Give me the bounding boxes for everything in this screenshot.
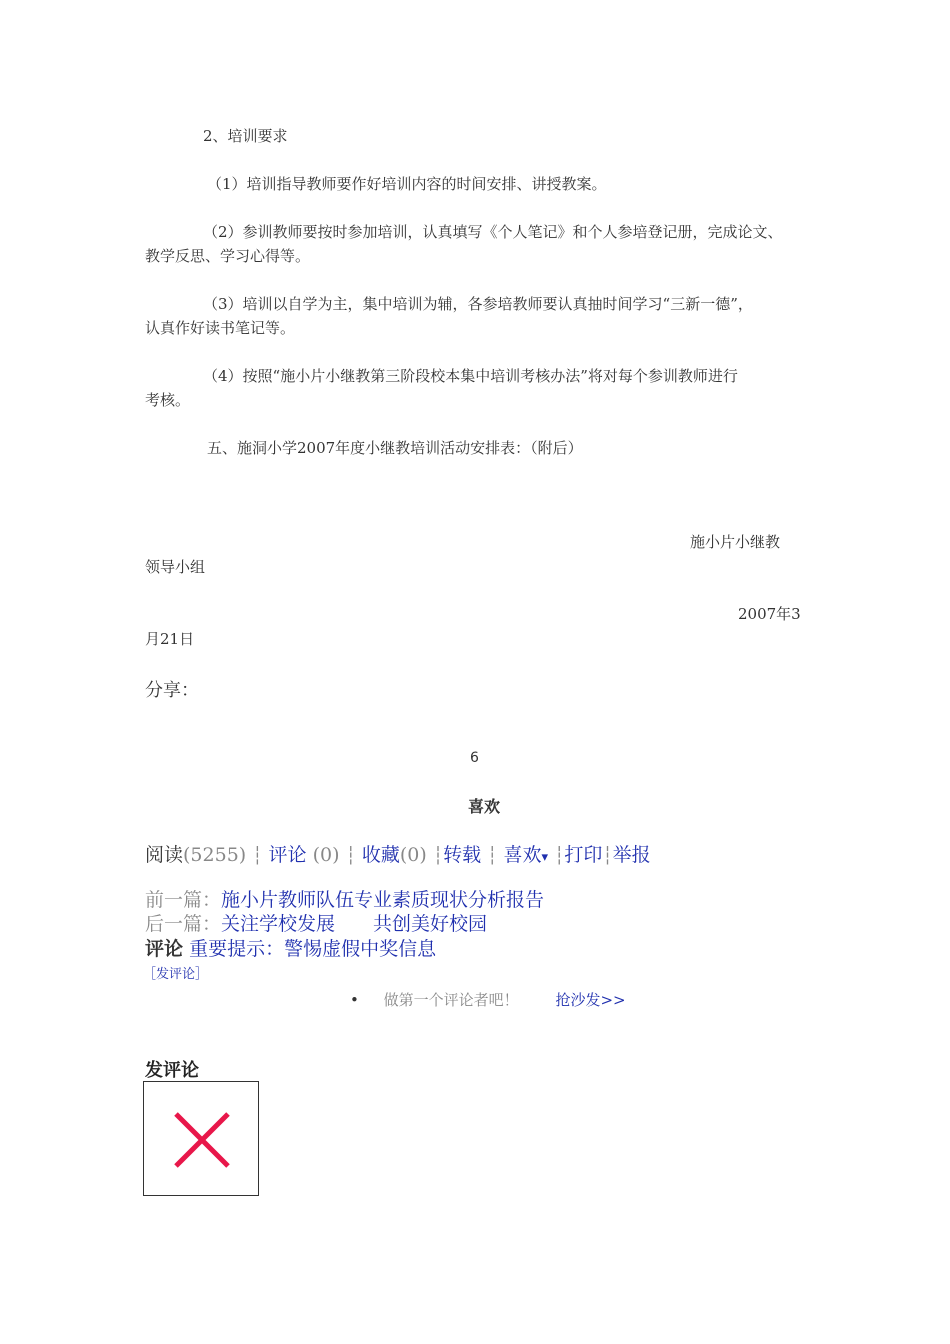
post-comment-link[interactable]: ［发评论］ [143, 967, 209, 982]
separator: ┆ [252, 846, 263, 866]
separator: ┆ [432, 846, 444, 866]
requirement-4-line-1: （4）按照“施小片小继教第三阶段校本集中培训考核办法”将对每个参训教师进行 [203, 367, 738, 385]
like-count: 6 [470, 750, 479, 766]
like-dropdown-label: 喜欢 [503, 844, 542, 866]
favorite-count: (0) [399, 844, 427, 866]
separator: ┆ [602, 846, 613, 866]
broken-image [143, 1081, 259, 1196]
requirement-1: （1）培训指导教师要作好培训内容的时间安排、讲授教案。 [207, 175, 607, 193]
signature-line-1: 施小片小继教 [690, 533, 781, 551]
empty-comments-text: 做第一个评论者吧！ [383, 991, 519, 1009]
prev-label: 前一篇： [145, 889, 222, 911]
separator: ┆ [487, 846, 498, 866]
requirement-3-line-1: （3）培训以自学为主，集中培训为辅，各参培教师要认真抽时间学习“三新一德”， [203, 295, 753, 313]
comments-header [145, 934, 436, 961]
share-label: 分享： [145, 680, 199, 701]
requirement-4-line-2: 考核。 [145, 391, 191, 409]
repost-link[interactable]: 转载 [443, 844, 482, 866]
requirement-2-line-1: （2）参训教师要按时参加培训，认真填写《个人笔记》和个人参培登记册，完成论文、 [203, 223, 783, 241]
chevron-down-icon: ▾ [541, 850, 549, 865]
comment-count: (0) [312, 844, 340, 866]
comment-form-title: 发评论 [145, 1060, 199, 1081]
read-count: (5255) [183, 844, 247, 866]
empty-comments-item [350, 989, 626, 1010]
section-5-schedule: 五、施洞小学2007年度小继教培训活动安排表：（附后） [207, 439, 583, 457]
comment-link[interactable]: 评论 [268, 844, 307, 866]
next-article [145, 909, 487, 936]
favorite-link[interactable]: 收藏 [361, 844, 400, 866]
next-label: 后一篇： [145, 913, 222, 935]
like-dropdown[interactable] [503, 844, 548, 866]
close-icon [144, 1082, 258, 1195]
stats-bar [145, 840, 651, 867]
sofa-link[interactable]: 抢沙发>> [555, 991, 626, 1009]
prev-article [145, 885, 544, 912]
like-button[interactable]: 喜欢 [468, 797, 501, 816]
print-link[interactable]: 打印 [564, 844, 603, 866]
separator: ┆ [554, 846, 565, 866]
requirement-3-line-2: 认真作好读书笔记等。 [145, 319, 296, 337]
report-link[interactable]: 举报 [612, 844, 651, 866]
notice-link[interactable]: 重要提示：警惕虚假中奖信息 [189, 938, 437, 960]
requirement-2-line-2: 教学反思、学习心得等。 [145, 247, 311, 265]
signature-line-2: 领导小组 [145, 558, 206, 576]
heading-training-requirements: 2、培训要求 [203, 127, 288, 145]
separator: ┆ [345, 846, 356, 866]
bullet-icon: • [350, 991, 359, 1009]
comments-title: 评论 [145, 938, 184, 960]
date-line-1: 2007年3 [738, 605, 801, 623]
read-label: 阅读 [145, 844, 184, 866]
date-line-2: 月21日 [145, 630, 195, 648]
next-article-link[interactable]: 关注学校发展 共创美好校园 [221, 913, 488, 935]
prev-article-link[interactable]: 施小片教师队伍专业素质现状分析报告 [221, 889, 545, 911]
